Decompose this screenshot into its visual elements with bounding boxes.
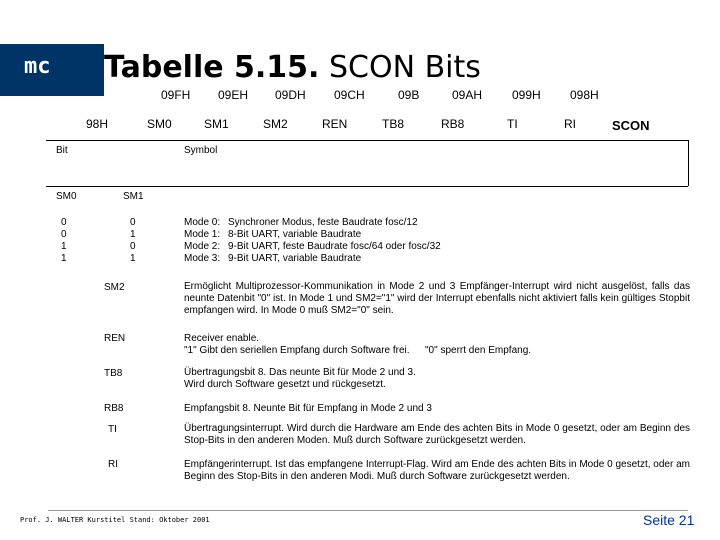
mode-name: Mode 1: — [184, 229, 221, 240]
register-bit: SM0 — [147, 117, 172, 131]
footer-author: Prof. J. WALTER Kurstitel Stand: Oktober 2001 — [20, 516, 210, 524]
register-bit: SM1 — [204, 117, 229, 131]
mode-text: 8-Bit UART, variable Baudrate — [228, 229, 362, 240]
register-bit: REN — [322, 117, 348, 131]
bit-address: 09EH — [218, 88, 249, 102]
sm1-value: 0 — [130, 241, 136, 252]
register-name: SCON — [612, 118, 650, 133]
bit-address: 099H — [512, 88, 541, 102]
mode-text: 9-Bit UART, feste Baudrate fosc/64 oder fosc/32 — [228, 241, 441, 252]
mode-name: Mode 2: — [184, 241, 221, 252]
footer-divider — [48, 510, 688, 511]
bit-description-sm2: Ermöglicht Multiprozessor-Kommunikation in Mode 2 und 3 Empfänger-Interrupt wird nicht ausgelöst, falls das neunte Datenbit "0" ist. In Mode 1 und SM2="1" wird der Interrupt ebenfalls nicht aktiviert falls kein gültiges Stopbit empfangen wird. In Mode 0 muß SM2="0" sein. — [184, 281, 690, 316]
table-divider — [46, 140, 688, 141]
register-bit: TI — [507, 117, 518, 131]
bit-name-sm2: SM2 — [104, 282, 125, 293]
sm0-value: 0 — [61, 229, 67, 240]
sm1-value: 1 — [130, 253, 136, 264]
sm1-value: 1 — [130, 229, 136, 240]
logo: mc — [0, 44, 104, 96]
bit-description-tb8: Übertragungsbit 8. Das neunte Bit für Mode 2 und 3. Wird durch Software gesetzt und rückgesetzt. — [184, 367, 416, 390]
sm1-label: SM1 — [123, 191, 144, 202]
bit-name-rb8: RB8 — [104, 403, 124, 414]
register-bit: SM2 — [263, 117, 288, 131]
sm0-value: 0 — [61, 217, 67, 228]
mode-text: 9-Bit UART, variable Baudrate — [228, 253, 362, 264]
bit-description-ren: Receiver enable. — [184, 333, 260, 344]
sm1-value: 0 — [130, 217, 136, 228]
sm0-value: 1 — [61, 253, 67, 264]
table-divider — [688, 140, 689, 186]
bit-description-ren: "1" Gibt den seriellen Empfang durch Software frei. — [184, 345, 410, 356]
mode-name: Mode 3: — [184, 253, 221, 264]
bit-description-ri: Empfängerinterrupt. Ist das empfangene Interrupt-Flag. Wird am Ende des achten Bits in Mode 0 gesetzt, oder am Beginn des Stop-Bits in den anderen Modi. Muß durch Software zurückgesetzt werden. — [184, 459, 690, 482]
bit-address: 098H — [570, 88, 599, 102]
bit-description-rb8: Empfangsbit 8. Neunte Bit für Empfang in Mode 2 und 3 — [184, 403, 432, 414]
column-header-bit: Bit — [56, 145, 68, 156]
bit-address: 09FH — [161, 88, 191, 102]
register-bit: TB8 — [382, 117, 405, 131]
mode-text: Synchroner Modus, feste Baudrate fosc/12 — [228, 217, 418, 228]
bit-address: 09CH — [334, 88, 365, 102]
mode-name: Mode 0: — [184, 217, 221, 228]
sm0-label: SM0 — [56, 191, 77, 202]
bit-address: 09DH — [275, 88, 306, 102]
register-address: 98H — [86, 117, 109, 131]
page-number: Seite 21 — [643, 512, 695, 528]
column-header-symbol: Symbol — [184, 145, 218, 156]
page-title: Tabelle 5.15. SCON Bits — [104, 50, 481, 85]
bit-description-ren: "0" sperrt den Empfang. — [425, 345, 532, 356]
bit-description-ti: Übertragungsinterrupt. Wird durch die Hardware am Ende des achten Bits in Mode 0 gesetzt, oder am Beginn des Stop-Bits in den anderen Moden. Muß durch Software zurückgesetzt werden. — [184, 423, 690, 446]
bit-address: 09AH — [452, 88, 483, 102]
register-bit: RB8 — [441, 117, 465, 131]
bit-name-ri: RI — [108, 459, 118, 470]
sm0-value: 1 — [61, 241, 67, 252]
bit-name-tb8: TB8 — [104, 368, 123, 379]
bit-address: 09B — [398, 88, 420, 102]
bit-name-ti: TI — [108, 424, 117, 435]
bit-name-ren: REN — [104, 333, 126, 344]
table-divider — [46, 186, 688, 187]
register-bit: RI — [564, 117, 576, 131]
